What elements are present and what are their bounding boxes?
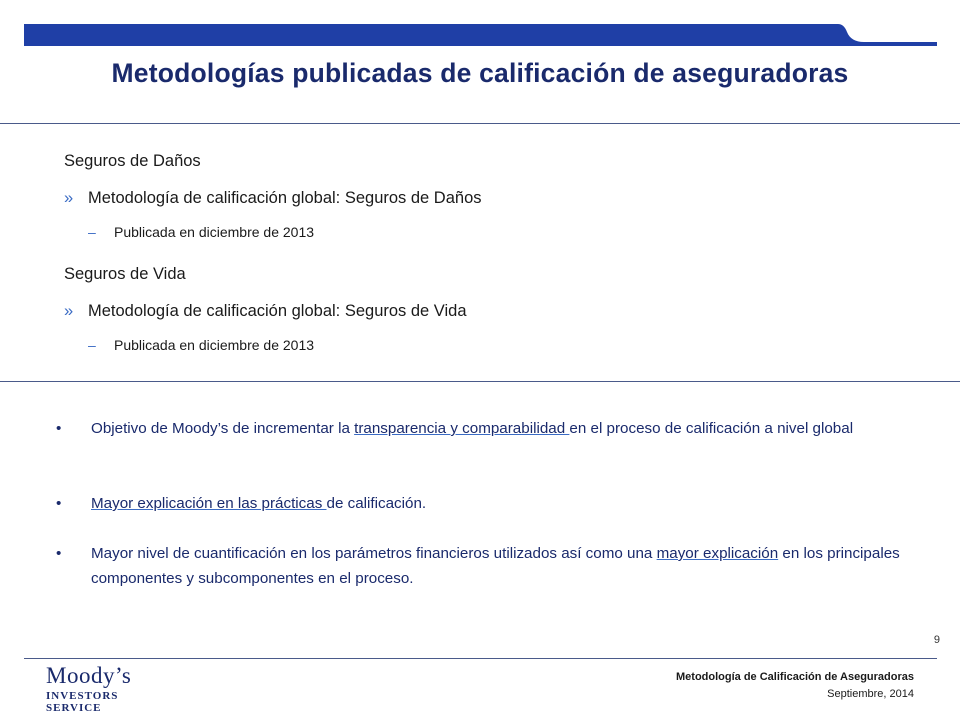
divider-top (0, 123, 960, 124)
practices-link[interactable]: Mayor explicación en las prácticas (91, 495, 327, 512)
bullet-icon: • (56, 420, 62, 437)
header-bar (24, 24, 937, 46)
bullet-objective (56, 416, 946, 441)
bullet-text (91, 416, 946, 441)
footer-document-title: Metodología de Calificación de Aseguradoras (676, 671, 914, 683)
publication-date-label: Publicada en diciembre de 2013 (114, 224, 315, 240)
dash-marker-icon: – (88, 337, 96, 353)
chevron-marker-icon: » (64, 189, 74, 207)
moodys-logo (46, 663, 176, 714)
bullet-quantification (56, 541, 946, 591)
publication-date-vida (88, 337, 314, 353)
chevron-marker-icon: » (64, 302, 74, 320)
bullet-practices (56, 491, 946, 516)
dash-marker-icon: – (88, 224, 96, 240)
footer-date: Septiembre, 2014 (827, 688, 914, 700)
methodology-item-label: Metodología de calificación global: Seguros de Vida (88, 302, 467, 320)
transparency-link[interactable]: transparencia y comparabilidad (354, 420, 570, 437)
bullet-icon: • (56, 545, 62, 562)
divider-middle (0, 381, 960, 382)
methodology-item-label: Metodología de calificación global: Seguros de Daños (88, 189, 482, 207)
footer-divider (24, 658, 937, 659)
bullet-text (91, 491, 946, 516)
bullet-text-part: en el proceso de calificación a nivel global (569, 420, 854, 437)
bullet-text (91, 541, 946, 591)
page-title: Metodologías publicadas de calificación de aseguradoras (111, 58, 849, 88)
logo-subtitle: INVESTORS SERVICE (46, 690, 119, 714)
bullet-icon: • (56, 495, 62, 512)
section-heading-danos: Seguros de Daños (64, 152, 201, 170)
page-number: 9 (933, 634, 940, 646)
methodology-item-vida (64, 302, 467, 321)
methodology-item-danos (64, 189, 482, 208)
bullet-text-part: Objetivo de Moody’s de incrementar la (91, 420, 355, 437)
explanation-link[interactable]: mayor explicación (656, 545, 779, 562)
section-heading-vida: Seguros de Vida (64, 265, 186, 283)
logo-wordmark: Moody’s (46, 663, 132, 688)
publication-date-danos (88, 224, 314, 240)
bullet-text-part: en los principales componentes y subcomponentes en el proceso. (91, 545, 900, 587)
bullet-text-part: de calificación. (326, 495, 427, 512)
bullet-text-part: Mayor nivel de cuantificación en los parámetros financieros utilizados así como una (91, 545, 657, 562)
publication-date-label: Publicada en diciembre de 2013 (114, 337, 315, 353)
